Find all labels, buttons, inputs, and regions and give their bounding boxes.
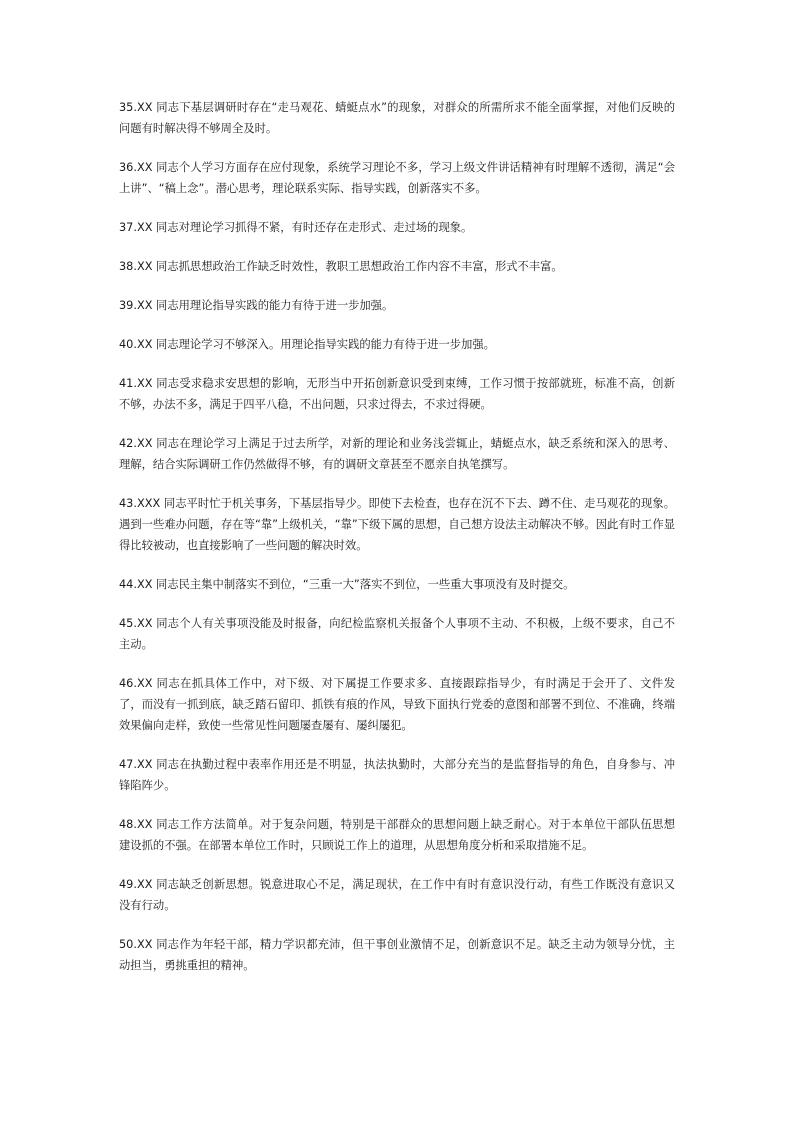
document-body [119, 97, 675, 994]
paragraph-42: 42.XX 同志在理论学习上满足于过去所学，对新的理论和业务浅尝辄止，蜻蜓点水，缺乏系统和深入的思考、理解，结合实际调研工作仍然做得不够，有的调研文章甚至不愿亲自执笔撰写。 [119, 437, 675, 471]
paragraph-43: 43.XXX 同志平时忙于机关事务，下基层指导少。即使下去检查，也存在沉不下去、蹲不住、走马观花的现象。遇到一些难办问题，存在等“靠”上级机关，“靠”下级下属的思想，自己想方设法主动解决不够。因此有时工作显得比较被动，也直接影响了一些问题的解决时效。 [119, 497, 675, 552]
paragraph-39: 39.XX 同志用理论指导实践的能力有待于进一步加强。 [119, 299, 394, 312]
paragraph-35: 35.XX 同志下基层调研时存在“走马观花、蜻蜓点水”的现象，对群众的所需所求不能全面掌握，对他们反映的问题有时解决得不够周全及时。 [119, 101, 675, 135]
paragraph-37: 37.XX 同志对理论学习抓得不紧，有时还存在走形式、走过场的现象。 [119, 221, 473, 234]
paragraph-38: 38.XX 同志抓思想政治工作缺乏时效性，教职工思想政治工作内容不丰富，形式不丰富。 [119, 260, 563, 273]
paragraph-46: 46.XX 同志在抓具体工作中，对下级、对下属提工作要求多、直接跟踪指导少，有时满足于会开了、文件发了，而没有一抓到底，缺乏踏石留印、抓铁有痕的作风，导致下面执行党委的意图和部署不到位、不准确，终端效果偏向走样，致使一些常见性问题屡查屡有、屡纠屡犯。 [119, 677, 675, 732]
paragraph-47: 47.XX 同志在执勤过程中表率作用还是不明显，执法执勤时，大部分充当的是监督指导的角色，自身参与、冲锋陷阵少。 [119, 758, 675, 792]
paragraph-36: 36.XX 同志个人学习方面存在应付现象，系统学习理论不多，学习上级文件讲话精神有时理解不透彻，满足“会上讲”、“稿上念”。潜心思考，理论联系实际、指导实践，创新落实不多。 [119, 161, 675, 195]
paragraph-40: 40.XX 同志理论学习不够深入。用理论指导实践的能力有待于进一步加强。 [119, 338, 495, 351]
paragraph-45: 45.XX 同志个人有关事项没能及时报备，向纪检监察机关报备个人事项不主动、不积极，上级不要求，自己不主动。 [119, 617, 675, 651]
paragraph-48: 48.XX 同志工作方法简单。对于复杂问题，特别是干部群众的思想问题上缺乏耐心。对于本单位干部队伍思想建设抓的不强。在部署本单位工作时，只顾说工作上的道理，从思想角度分析和采取措施不足。 [119, 818, 675, 852]
paragraph-49: 49.XX 同志缺乏创新思想。锐意进取心不足，满足现状，在工作中有时有意识没行动，有些工作既没有意识又没有行动。 [119, 878, 675, 912]
paragraph-41: 41.XX 同志受求稳求安思想的影响，无形当中开拓创新意识受到束缚，工作习惯于按部就班，标准不高，创新不够，办法不多，满足于四平八稳，不出问题，只求过得去，不求过得硬。 [119, 377, 675, 411]
paragraph-50: 50.XX 同志作为年轻干部，精力学识都充沛，但干事创业激情不足，创新意识不足。缺乏主动为领导分忧，主动担当，勇挑重担的精神。 [119, 938, 675, 972]
paragraph-44: 44.XX 同志民主集中制落实不到位，“三重一大”落实不到位，一些重大事项没有及时提交。 [119, 578, 575, 591]
